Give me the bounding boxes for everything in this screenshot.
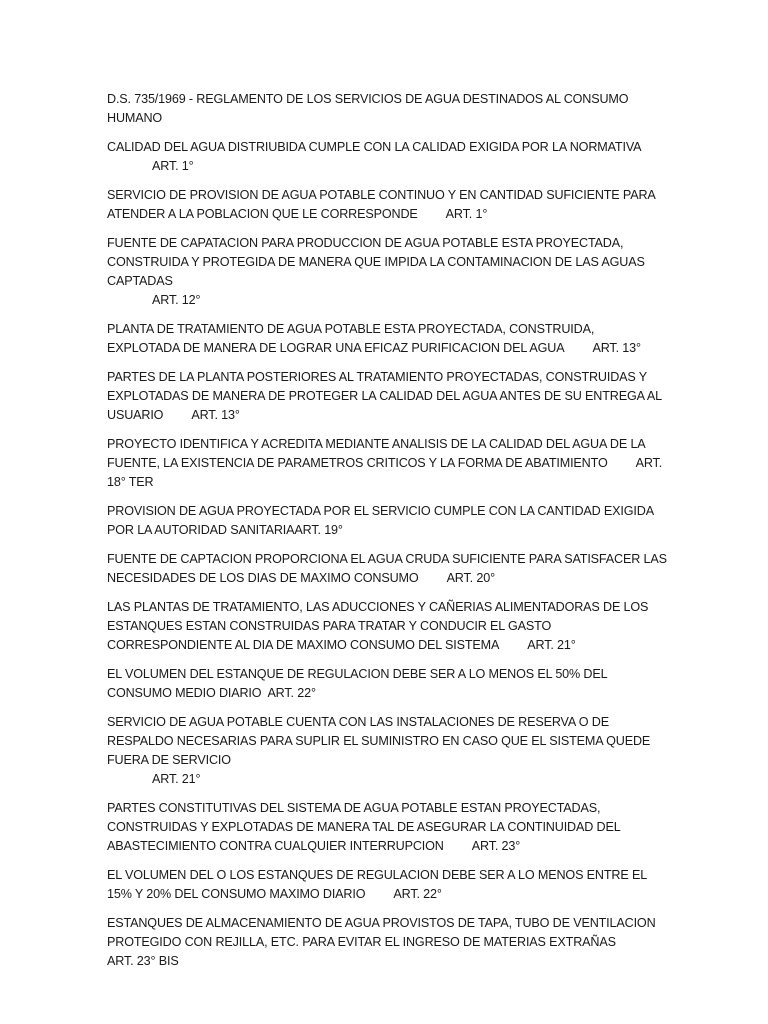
article-item xyxy=(107,598,667,655)
article-reference: ART. 21° xyxy=(152,772,201,786)
article-item xyxy=(107,186,667,224)
article-description: PARTES DE LA PLANTA POSTERIORES AL TRATAMIENTO PROYECTADAS, CONSTRUIDAS Y EXPLOTADAS DE MANERA DE PROTEGER LA CALIDAD DEL AGUA ANTES DE SU ENTREGA AL USUARIO xyxy=(107,370,662,422)
article-description: EL VOLUMEN DEL O LOS ESTANQUES DE REGULACION DEBE SER A LO MENOS ENTRE EL 15% Y 20% DEL CONSUMO MAXIMO DIARIO xyxy=(107,868,647,901)
document-page xyxy=(107,90,667,981)
article-item xyxy=(107,665,667,703)
article-reference: ART. 19° xyxy=(294,523,343,537)
article-item xyxy=(107,799,667,856)
article-reference: ART. 23° BIS xyxy=(107,954,179,968)
article-description: PLANTA DE TRATAMIENTO DE AGUA POTABLE ESTA PROYECTADA, CONSTRUIDA, EXPLOTADA DE MANERA DE LOGRAR UNA EFICAZ PURIFICACION DEL AGUA xyxy=(107,322,595,355)
article-reference: ART. 1° xyxy=(152,159,194,173)
article-item xyxy=(107,550,667,588)
article-reference: ART. 22° xyxy=(267,686,316,700)
article-description: SERVICIO DE AGUA POTABLE CUENTA CON LAS INSTALACIONES DE RESERVA O DE RESPALDO NECESARIAS PARA SUPLIR EL SUMINISTRO EN CASO QUE EL SISTEMA QUEDE FUERA DE SERVICIO xyxy=(107,715,651,767)
article-reference: ART. 20° xyxy=(446,571,495,585)
article-description: LAS PLANTAS DE TRATAMIENTO, LAS ADUCCIONES Y CAÑERIAS ALIMENTADORAS DE LOS ESTANQUES ESTAN CONSTRUIDAS PARA TRATAR Y CONDUCIR EL GASTO CORRESPONDIENTE AL DIA DE MAXIMO CONSUMO DEL SISTEMA xyxy=(107,600,649,652)
article-description: PROVISION DE AGUA PROYECTADA POR EL SERVICIO CUMPLE CON LA CANTIDAD EXIGIDA POR LA AUTORIDAD SANITARIA xyxy=(107,504,654,537)
article-reference: ART. 23° xyxy=(471,839,521,853)
article-reference: ART. 18° TER xyxy=(107,456,663,489)
article-reference: ART. 12° xyxy=(152,293,201,307)
article-reference: ART. 1° xyxy=(445,207,488,221)
article-description: ESTANQUES DE ALMACENAMIENTO DE AGUA PROVISTOS DE TAPA, TUBO DE VENTILACION PROTEGIDO CON REJILLA, ETC. PARA EVITAR EL INGRESO DE MATERIAS EXTRAÑAS xyxy=(107,916,656,949)
article-reference: ART. 22° xyxy=(393,887,442,901)
document-title: D.S. 735/1969 - REGLAMENTO DE LOS SERVICIOS DE AGUA DESTINADOS AL CONSUMO HUMANO xyxy=(107,92,629,125)
article-reference: ART. 13° xyxy=(592,341,641,355)
article-description: FUENTE DE CAPATACION PARA PRODUCCION DE AGUA POTABLE ESTA PROYECTADA, CONSTRUIDA Y PROTEGIDA DE MANERA QUE IMPIDA LA CONTAMINACION DE LAS AGUAS CAPTADAS xyxy=(107,236,645,288)
article-description: PARTES CONSTITUTIVAS DEL SISTEMA DE AGUA POTABLE ESTAN PROYECTADAS, CONSTRUIDAS Y EXPLOTADAS DE MANERA TAL DE ASEGURAR LA CONTINUIDAD DEL ABASTECIMIENTO CONTRA CUALQUIER INTERRUPCION xyxy=(107,801,621,853)
article-description: EL VOLUMEN DEL ESTANQUE DE REGULACION DEBE SER A LO MENOS EL 50% DEL CONSUMO MEDIO DIARIO xyxy=(107,667,607,700)
article-reference: ART. 13° xyxy=(191,408,240,422)
article-item xyxy=(107,713,667,789)
article-item xyxy=(107,502,667,540)
article-description: PROYECTO IDENTIFICA Y ACREDITA MEDIANTE ANALISIS DE LA CALIDAD DEL AGUA DE LA FUENTE, LA EXISTENCIA DE PARAMETROS CRITICOS Y LA FORMA DE ABATIMIENTO xyxy=(107,437,645,470)
article-description: SERVICIO DE PROVISION DE AGUA POTABLE CONTINUO Y EN CANTIDAD SUFICIENTE PARA ATENDER A LA POBLACION QUE LE CORRESPONDE xyxy=(107,188,655,221)
article-item xyxy=(107,866,667,904)
article-description: FUENTE DE CAPTACION PROPORCIONA EL AGUA CRUDA SUFICIENTE PARA SATISFACER LAS NECESIDADES DE LOS DIAS DE MAXIMO CONSUMO xyxy=(107,552,667,585)
article-item xyxy=(107,368,667,425)
article-item xyxy=(107,234,667,310)
article-item xyxy=(107,914,667,971)
article-reference: ART. 21° xyxy=(527,638,576,652)
article-list xyxy=(107,138,667,971)
article-description: CALIDAD DEL AGUA DISTRIUBIDA CUMPLE CON LA CALIDAD EXIGIDA POR LA NORMATIVA xyxy=(107,140,642,154)
article-item xyxy=(107,138,667,176)
article-item xyxy=(107,435,667,492)
article-item xyxy=(107,320,667,358)
